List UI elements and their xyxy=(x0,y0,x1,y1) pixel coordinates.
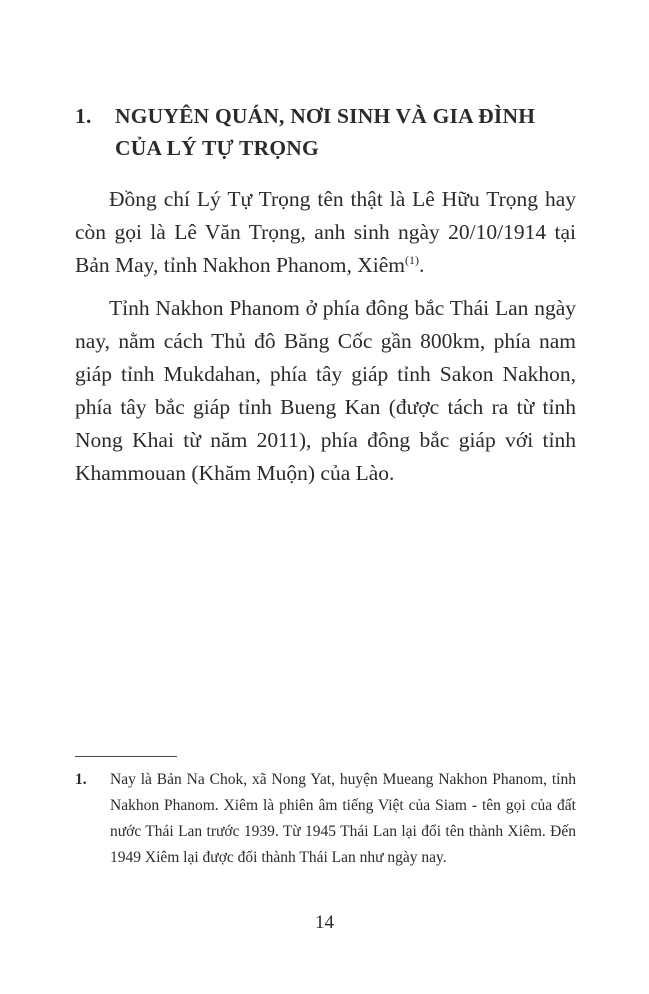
footnote-area xyxy=(75,756,576,871)
paragraph-1-period: . xyxy=(419,252,425,277)
paragraph-1-text: Đồng chí Lý Tự Trọng tên thật là Lê Hữu Trọng hay còn gọi là Lê Văn Trọng, anh sinh ngày 20/10/1914 tại Bản May, tỉnh Nakhon Phanom, Xiêm xyxy=(75,186,576,277)
footnote-1 xyxy=(75,767,576,871)
paragraph-2: Tỉnh Nakhon Phanom ở phía đông bắc Thái Lan ngày nay, nằm cách Thủ đô Băng Cốc gần 800km, phía nam giáp tỉnh Mukdahan, phía tây giáp tỉnh Sakon Nakhon, phía tây bắc giáp tỉnh Bueng Kan (được tách ra từ tỉnh Nong Khai từ năm 2011), phía đông bắc giáp với tỉnh Khammouan (Khăm Muộn) của Lào. xyxy=(75,295,576,486)
section-number: 1. xyxy=(75,104,92,128)
section-title: NGUYÊN QUÁN, NƠI SINH VÀ GIA ĐÌNH CỦA LÝ TỰ TRỌNG xyxy=(115,104,536,161)
footnote-marker: (1) xyxy=(405,252,420,267)
footnote-number: 1. xyxy=(75,771,87,788)
paragraph-1 xyxy=(75,183,576,282)
footnote-separator-rule xyxy=(75,756,177,757)
section-heading xyxy=(75,100,576,165)
footnote-text: Nay là Bản Na Chok, xã Nong Yat, huyện Mueang Nakhon Phanom, tỉnh Nakhon Phanom. Xiêm là phiên âm tiếng Việt của Siam - tên gọi của đất nước Thái Lan trước 1939. Từ 1945 Thái Lan lại đổi tên thành Xiêm. Đến 1949 Xiêm lại được đổi thành Thái Lan như ngày nay. xyxy=(110,771,576,866)
page-content xyxy=(75,100,576,500)
page-number: 14 xyxy=(315,912,334,933)
